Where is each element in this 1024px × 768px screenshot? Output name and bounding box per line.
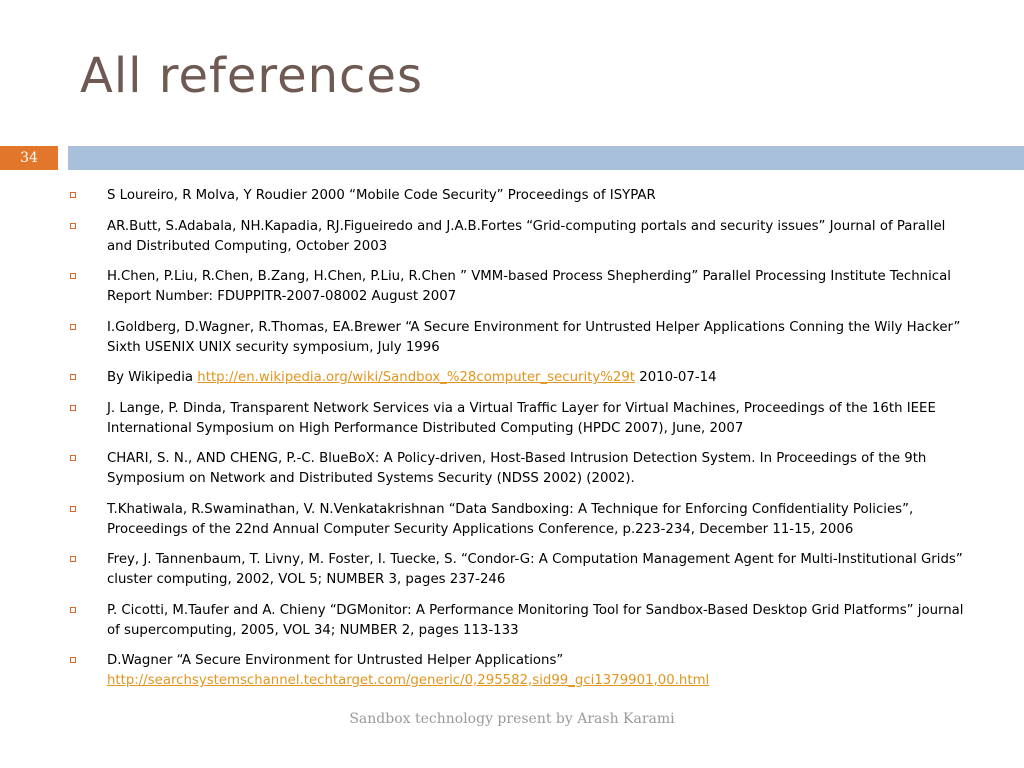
square-bullet-icon — [70, 374, 76, 380]
square-bullet-icon — [70, 273, 76, 279]
reference-text: Frey, J. Tannenbaum, T. Livny, M. Foster, I. Tuecke, S. “Condor-G: A Computation Management Agent for Multi-Institutional Grids” cluster computing, 2002, VOL 5; NUMBER 3, pages 237-246 — [107, 552, 963, 587]
square-bullet-icon — [70, 192, 76, 198]
reference-item — [70, 601, 970, 641]
square-bullet-icon — [70, 455, 76, 461]
reference-item — [70, 186, 970, 206]
reference-text: H.Chen, P.Liu, R.Chen, B.Zang, H.Chen, P.Liu, R.Chen ” VMM-based Process Shepherding” Parallel Processing Institute Technical Report Number: FDUPPITR-2007-08002 August 2007 — [107, 269, 951, 304]
reference-item — [70, 318, 970, 358]
reference-item — [70, 550, 970, 590]
reference-date: 2010-07-14 — [635, 370, 717, 385]
square-bullet-icon — [70, 556, 76, 562]
square-bullet-icon — [70, 657, 76, 663]
slide-header-band — [0, 146, 1024, 170]
reference-item — [70, 449, 970, 489]
reference-item — [70, 399, 970, 439]
reference-text: P. Cicotti, M.Taufer and A. Chieny “DGMonitor: A Performance Monitoring Tool for Sandbox-Based Desktop Grid Platforms” journal of supercomputing, 2005, VOL 34; NUMBER 2, pages 113-133 — [107, 602, 964, 638]
slide-title: All references — [80, 48, 423, 104]
square-bullet-icon — [70, 506, 76, 512]
searchsystems-link[interactable]: http://searchsystemschannel.techtarget.com/generic/0,295582,sid99_gci1379901,00.html — [107, 673, 710, 688]
reference-text: D.Wagner “A Secure Environment for Untrusted Helper Applications” — [107, 653, 564, 668]
square-bullet-icon — [70, 223, 76, 229]
reference-item — [70, 368, 970, 388]
reference-item — [70, 217, 970, 257]
reference-text: I.Goldberg, D.Wagner, R.Thomas, EA.Brewer “A Secure Environment for Untrusted Helper Applications Conning the Wily Hacker” Sixth USENIX UNIX security symposium, July 1996 — [107, 319, 961, 355]
reference-text: By Wikipedia — [107, 370, 198, 385]
reference-item — [70, 500, 970, 540]
reference-text: J. Lange, P. Dinda, Transparent Network Services via a Virtual Traffic Layer for Virtual Machines, Proceedings of the 16th IEEE International Symposium on High Performance Distributed Computing (HPDC 2007), June, 2007 — [107, 400, 936, 436]
reference-text: CHARI, S. N., AND CHENG, P.-C. BlueBoX: A Policy-driven, Host-Based Intrusion Detection System. In Proceedings of the 9th Symposium on Network and Distributed Systems Security (NDSS 2002) (2002). — [107, 451, 927, 486]
square-bullet-icon — [70, 607, 76, 613]
wikipedia-link[interactable]: http://en.wikipedia.org/wiki/Sandbox_%28computer_security%29t — [197, 370, 636, 385]
square-bullet-icon — [70, 324, 76, 330]
reference-item — [70, 267, 970, 307]
square-bullet-icon — [70, 405, 76, 411]
slide-footer: Sandbox technology present by Arash Karami — [349, 711, 675, 727]
reference-item — [70, 651, 970, 691]
reference-text: AR.Butt, S.Adabala, NH.Kapadia, RJ.Figueiredo and J.A.B.Fortes “Grid-computing portals and security issues” Journal of Parallel and Distributed Computing, October 2003 — [107, 218, 946, 254]
reference-list — [70, 186, 970, 702]
reference-text: S Loureiro, R Molva, Y Roudier 2000 “Mobile Code Security” Proceedings of ISYPAR — [107, 188, 656, 203]
header-bar — [68, 146, 1024, 170]
slide-number: 34 — [0, 146, 58, 170]
reference-text: T.Khatiwala, R.Swaminathan, V. N.Venkatakrishnan “Data Sandboxing: A Technique for Enforcing Confidentiality Policies”, Proceedings of the 22nd Annual Computer Security Applications Conference, p.223-234, December 11-15, 2006 — [107, 501, 914, 537]
